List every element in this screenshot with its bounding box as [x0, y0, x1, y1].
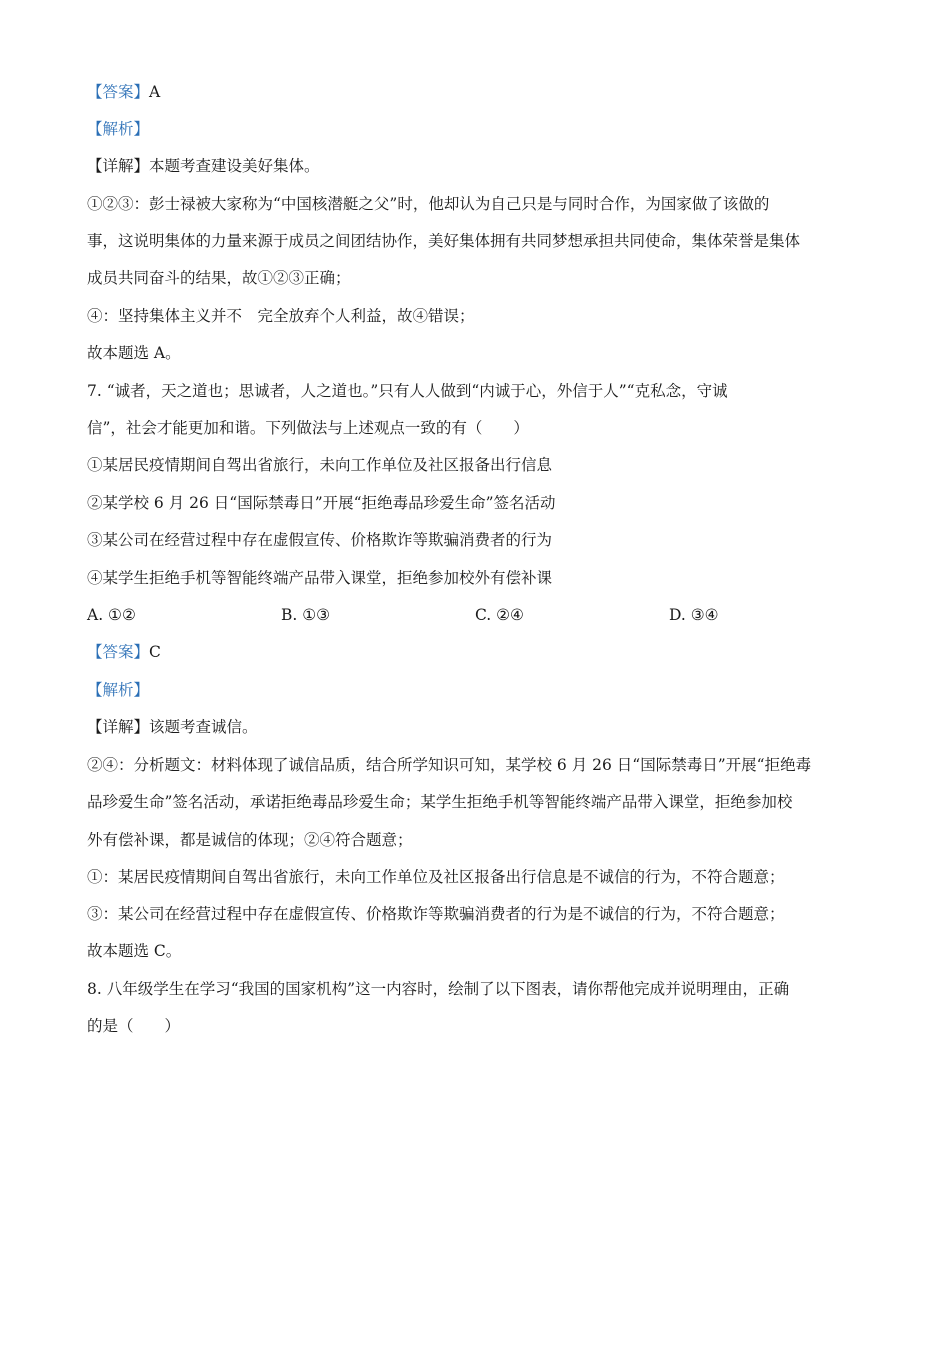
detail-text: 该题考查诚信。 [149, 718, 258, 736]
q7-item: ②某学校 6 月 26 日“国际禁毒日”开展“拒绝毒品珍爱生命”签名活动 [87, 494, 556, 512]
q7-option-b: B. ①③ [281, 606, 331, 624]
q6-analysis-line [87, 118, 867, 140]
q8-stem-line: 的是（ ） [87, 1017, 181, 1035]
q7-paragraph-line: 外有偿补课，都是诚信的体现；②④符合题意； [87, 831, 413, 849]
q6-paragraph-line: 成员共同奋斗的结果，故①②③正确； [87, 269, 351, 287]
q6-paragraph-line: ①②③：彭士禄被大家称为“中国核潜艇之父”时，他却认为自己只是与同时合作，为国家做了该做的 [87, 195, 770, 213]
detail-text: 本题考查建设美好集体。 [149, 157, 320, 175]
q6-paragraph-line: 事，这说明集体的力量来源于成员之间团结协作，美好集体拥有共同梦想承担共同使命，集体荣誉是集体 [87, 232, 801, 250]
detail-tag: 【详解】 [87, 157, 150, 175]
q7-paragraph-line: 品珍爱生命”签名活动，承诺拒绝毒品珍爱生命；某学生拒绝手机等智能终端产品带入课堂，拒绝参加校 [87, 793, 793, 811]
q7-paragraph-line: ③：某公司在经营过程中存在虚假宣传、价格欺诈等欺骗消费者的行为是不诚信的行为，不符合题意； [87, 905, 785, 923]
analysis-tag: 【解析】 [87, 681, 150, 699]
detail-tag: 【详解】 [87, 718, 150, 736]
q7-option-d: D. ③④ [669, 606, 719, 624]
q6-conclusion: 故本题选 A。 [87, 344, 181, 362]
q7-paragraph-line: ①：某居民疫情期间自驾出省旅行，未向工作单位及社区报备出行信息是不诚信的行为，不符合题意； [87, 868, 785, 886]
q7-stem-line: 7. “诚者，天之道也；思诚者，人之道也。”只有人人做到“内诚于心，外信于人”“克私念，守诚 [87, 382, 728, 400]
q7-stem-line: 信”，社会才能更加和谐。下列做法与上述观点一致的有（ ） [87, 419, 529, 437]
analysis-tag: 【解析】 [87, 120, 150, 138]
q6-answer-line [87, 81, 867, 103]
q7-option-a: A. ①② [87, 606, 136, 624]
answer-tag: 【答案】 [87, 83, 150, 101]
q7-option-c: C. ②④ [475, 606, 524, 624]
q7-item: ③某公司在经营过程中存在虚假宣传、价格欺诈等欺骗消费者的行为 [87, 531, 553, 549]
q6-detail-line [87, 155, 867, 177]
q7-answer-line [87, 641, 867, 663]
q7-item: ④某学生拒绝手机等智能终端产品带入课堂，拒绝参加校外有偿补课 [87, 569, 553, 587]
q7-detail-line [87, 716, 867, 738]
answer-value: C [149, 643, 161, 661]
q6-paragraph-line: ④：坚持集体主义并不 完全放弃个人利益，故④错误； [87, 307, 475, 325]
answer-value: A [149, 83, 161, 101]
q7-item: ①某居民疫情期间自驾出省旅行，未向工作单位及社区报备出行信息 [87, 456, 553, 474]
q7-paragraph-line: ②④：分析题文：材料体现了诚信品质，结合所学知识可知，某学校 6 月 26 日“国际禁毒日”开展“拒绝毒 [87, 756, 812, 774]
q7-conclusion: 故本题选 C。 [87, 942, 182, 960]
answer-tag: 【答案】 [87, 643, 150, 661]
q8-stem-line: 8. 八年级学生在学习“我国的国家机构”这一内容时，绘制了以下图表，请你帮他完成并说明理由，正确 [87, 980, 790, 998]
q7-analysis-line [87, 679, 867, 701]
